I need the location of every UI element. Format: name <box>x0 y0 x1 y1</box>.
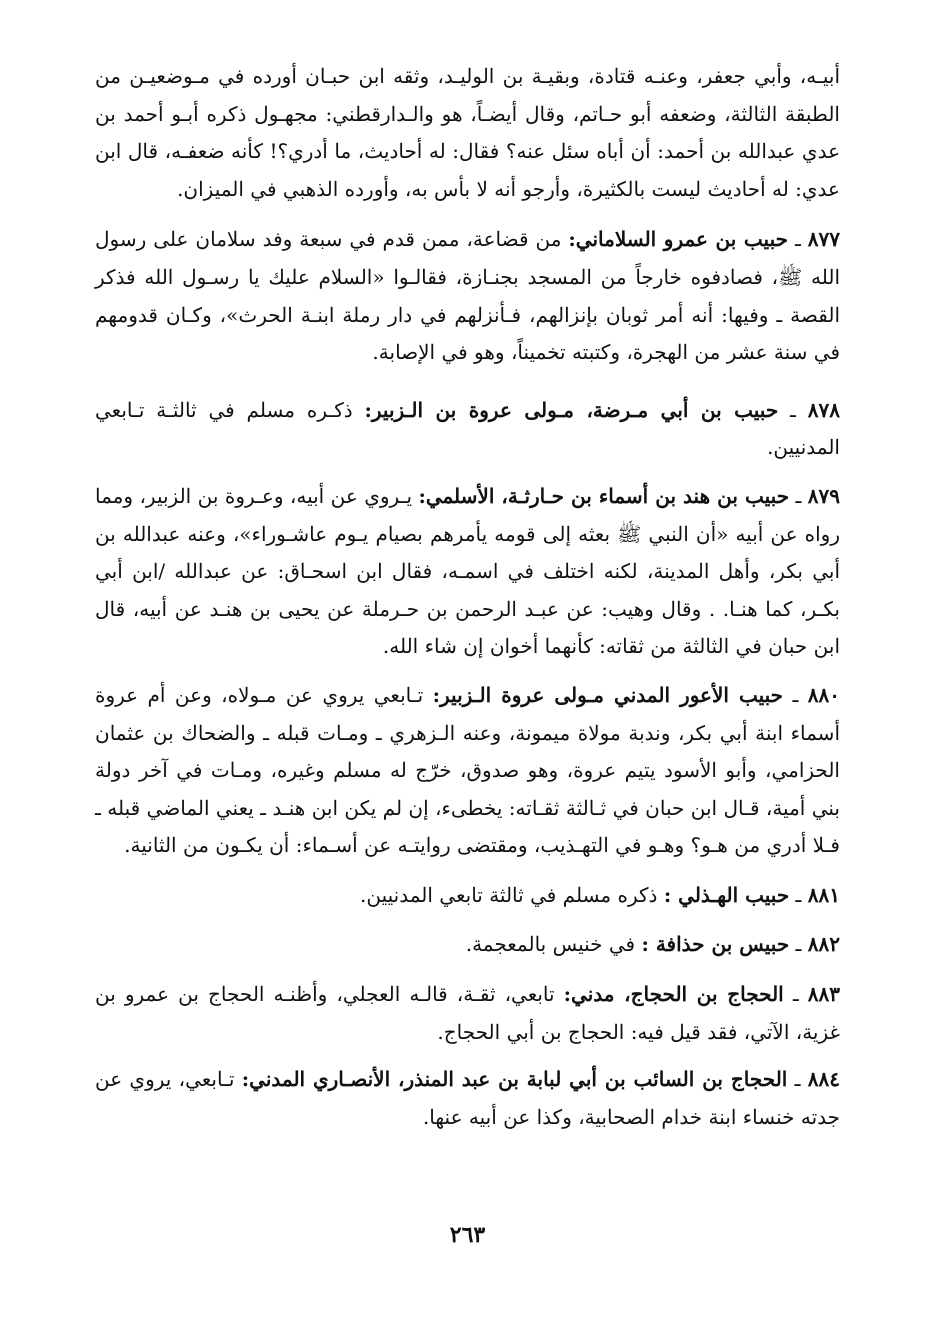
entry-880 <box>95 677 840 865</box>
entry-number: ٨٧٨ <box>807 397 840 422</box>
entry-body: تـابعي يروي عن مـولاه، وعن أم عروة أسماء ابنة أبي بكر، وندبة مولاة ميمونة، وعنه الـزهري ـ ومـات قبله ـ والضحاك بن عثمان الحزامي، وأبو الأسود يتيم عروة، وهو صدوق، خرّج له مسلم وغيره، ومـات في آخر دولة بني أمية، قـال ابن حبان في ثـالثة ثقـاته: يخطىء، إن لم يكن ابن هنـد ـ يعني الماضي قبله ـ فـلا أدري من هـو؟ وهـو في التهـذيب، ومقتضى روايتـه عن أسـماء: أن يكـون من الثانية. <box>95 682 840 858</box>
entry-heading: حبيب الأعور المدني مـولى عروة الـزبير: <box>432 682 784 707</box>
entry-dash: ـ <box>789 483 808 508</box>
entry-heading: حبيس بن حذافة : <box>641 932 790 957</box>
entry-dash: ـ <box>787 1067 808 1092</box>
entry-body: ذكـره مسلم في ثالثـة تـابعي المدنيين. <box>95 397 840 460</box>
page-number: ٢٦٣ <box>449 1222 486 1248</box>
entry-number: ٨٨٢ <box>807 932 840 957</box>
entry-dash: ـ <box>783 982 808 1007</box>
entry-881 <box>95 877 840 915</box>
entry-number: ٨٧٩ <box>807 483 840 508</box>
entry-body: يـروي عن أبيه، وعـروة بن الزبير، ومما رواه عن أبيه «أن النبي ﷺ بعثه إلى قومه يأمرهم بصيام يـوم عاشـوراء»، وعنه عبدالله بن أبي بكر، وأهل المدينة، لكنه اختلف في اسمـه، فقال ابن اسحـاق: عن عبدالله /ابن أبي بكـر، كما هنـا. . وقال وهيب: عن عبـد الرحمن بن حـرملة عن يحيى بن هنـد عن أبيه، قال ابن حبان في الثالثة من ثقاته: كأنهما أخوان إن شاء الله. <box>95 483 840 659</box>
book-page-text <box>95 58 840 1136</box>
entry-heading: الحجاج بن السائب بن أبي لبابة بن عبد المنذر، الأنصـاري المدني: <box>241 1067 788 1092</box>
entry-dash: ـ <box>789 882 808 907</box>
entry-number: ٨٧٧ <box>807 227 841 252</box>
entry-number: ٨٨٣ <box>807 982 840 1007</box>
entry-dash: ـ <box>788 227 808 252</box>
entry-877 <box>95 221 840 371</box>
entry-body: تـابعي، يروي عن جدته خنساء ابنة خدام الصحابية، وكذا عن أبيه عنها. <box>95 1067 840 1129</box>
entry-body: ذكره مسلم في ثالثة تابعي المدنيين. <box>360 882 658 907</box>
entry-883 <box>95 976 840 1051</box>
entry-number: ٨٨٤ <box>807 1067 841 1092</box>
entry-heading: حبيب بن هند بن أسماء بن حـارثـة، الأسلمي: <box>418 483 790 508</box>
entry-heading: حبيب بن عمرو السلاماني: <box>568 227 788 252</box>
entry-number: ٨٨٠ <box>807 682 841 707</box>
entry-882 <box>95 926 840 964</box>
intro-paragraph: أبيـه، وأبي جعفر، وعنـه قتادة، وبقيـة بن الوليـد، وثقه ابن حبـان أورده في مـوضعيـن من الطبقة الثالثة، وضعفه أبو حـاتم، وقال أيضـاً، هو والـدارقطني: مجهـول ذكره أبـو أحمد بن عدي عبدالله بن أحمد: أن أباه سئل عنه؟ فقال: له أحاديث، ما أدري؟! كأنه ضعفـه، قال ابن عدي: له أحاديث ليست بالكثيرة، وأرجو أنه لا بأس به، وأورده الذهبي في الميزان. <box>95 64 840 201</box>
entry-heading: حبيب الهـذلي : <box>663 882 790 907</box>
entry-body: من قضاعة، ممن قدم في سبعة وفد سلامان على رسول الله ﷺ، فصادفوه خارجاً من المسجد بجنـازة، فقالـوا «السلام عليك يا رسـول الله فذكر القصة ـ وفيها: أنه أمر ثوبان بإنزالهم، فـأنزلهم في دار رملة ابنـة الحرث»، وكـان قدومهم في سنة عشر من الهجرة، وكتبته تخميناً، وهو في الإصابة. <box>95 227 840 365</box>
entry-dash: ـ <box>778 397 808 422</box>
entry-body: تابعي، ثقـة، قالـه العجلي، وأظنـه الحجاج بن عمرو بن غزية، الآتي، فقد قيل فيه: الحجاج بن أبي الحجاج. <box>95 982 840 1044</box>
entry-878 <box>95 392 840 467</box>
entry-heading: الحجاج بن الحجاج، مدني: <box>563 982 784 1007</box>
entry-dash: ـ <box>789 932 808 957</box>
entry-879 <box>95 478 840 666</box>
entry-body: في خنيس بالمعجمة. <box>465 932 636 957</box>
entry-number: ٨٨١ <box>807 882 840 907</box>
entry-884 <box>95 1061 840 1136</box>
entry-dash: ـ <box>783 682 808 707</box>
entry-heading: حبيب بن أبي مـرضة، مـولى عروة بن الـزبير: <box>364 397 779 422</box>
